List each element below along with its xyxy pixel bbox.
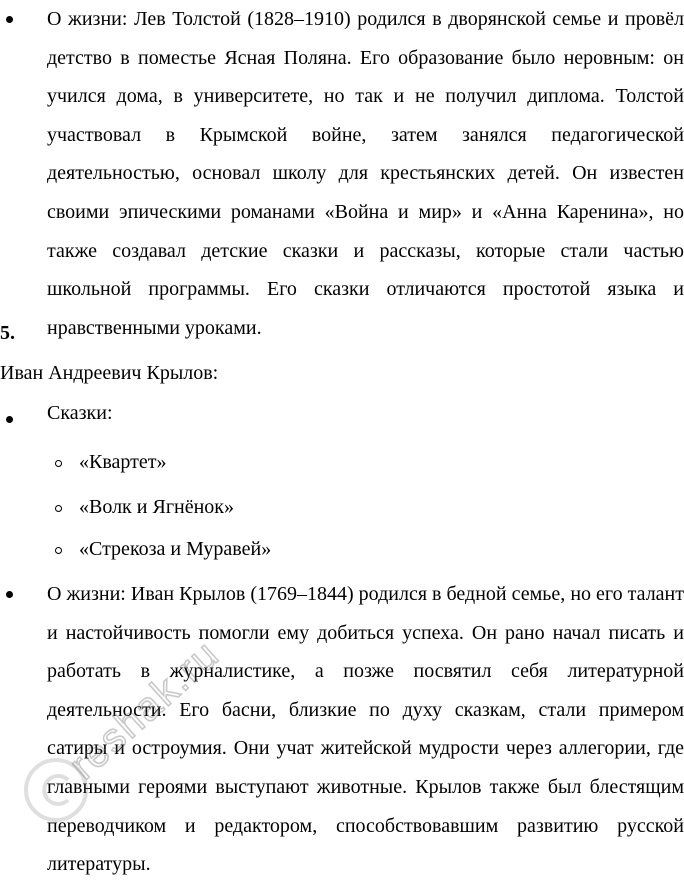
bullet-dot-icon (6, 591, 13, 598)
tale-title: «Квартет» (79, 451, 167, 473)
tolstoy-life-paragraph: О жизни: Лев Толстой (1828–1910) родился в дворянской семье и провёл детство в поместье Ясная Поляна. Его образование было неровным: он учился дома, в университете, но так и не получил диплома. Толстой участвовал в Крымской войне, затем занялся педагогической деятельностью, основал школу для крестьянских детей. Он известен своими эпическими романами «Война и мир» и «Анна Каренина», но также создавал детские сказки и рассказы, которые стали частью школьной программы. Его сказки отличаются простотой языка и нравственными уроками. (47, 8, 684, 339)
circle-bullet-icon (55, 547, 62, 554)
circle-bullet-icon (55, 460, 62, 467)
bullet-dot-icon (6, 416, 13, 423)
bullet-dot-icon (6, 16, 13, 23)
krylov-life-paragraph: О жизни: Иван Крылов (1769–1844) родился в бедной семье, но его талант и настойчивость помогли ему добиться успеха. Он рано начал писать и работать в журналистике, а позже посвятил себя литературной деятельности. Его басни, близкие по духу сказкам, стали примером сатиры и остроумия. Они учат житейской мудрости через аллегории, где главными героями выступают животные. Крылов также был блестящим переводчиком и редактором, способствовавшим развитию русской литературы. (47, 583, 684, 876)
tales-label: Сказки: (47, 402, 113, 424)
svg-text:reshak.ru: reshak.ru (61, 631, 228, 788)
tale-title: «Стрекоза и Муравей» (79, 538, 272, 560)
author-heading: Иван Андреевич Крылов: (0, 362, 219, 384)
tale-title: «Волк и Ягнёнок» (79, 496, 235, 518)
circle-bullet-icon (55, 505, 62, 512)
section-number: 5. (0, 322, 15, 344)
